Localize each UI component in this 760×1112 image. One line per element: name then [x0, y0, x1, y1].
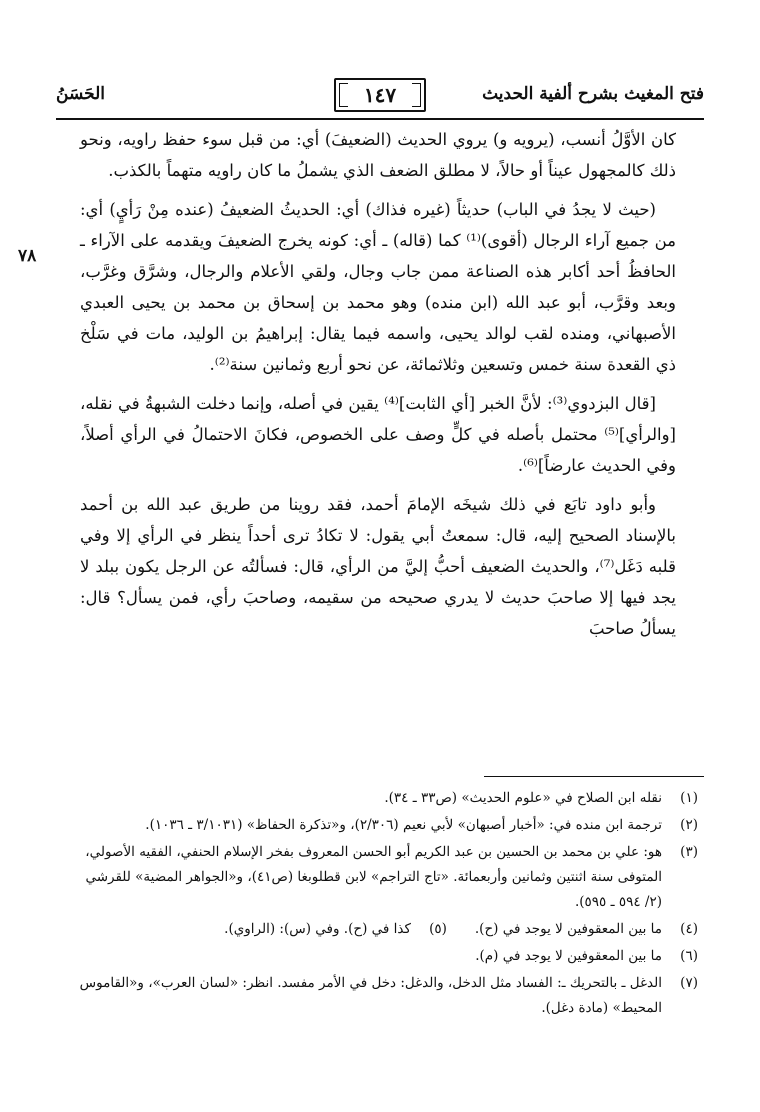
main-text — [80, 124, 676, 652]
footnote-number: (٦) — [680, 948, 698, 964]
footnote-text: الدغل ـ بالتحريك ـ: الفساد مثل الدخل، والدغل: دخل في الأمر مفسد. انظر: «لسان العرب»، و«القاموس المحيط» (مادة دغل). — [79, 975, 662, 1016]
footnote-text: ترجمة ابن منده في: «أخبار أصبهان» لأبي نعيم (٢/٣٠٦)، و«تذكرة الحفاظ» (٣/١٠٣١ ـ ١٠٣٦). — [145, 817, 662, 833]
footnote-number: (٣) — [680, 844, 698, 860]
page-number: ١٤٧ — [334, 78, 426, 112]
footnote-text: ما بين المعقوفين لا يوجد في (م). — [475, 948, 662, 964]
page-header — [56, 78, 704, 114]
footnote-text: هو: علي بن محمد بن الحسين بن عبد الكريم أبو الحسن المعروف بفخر الإسلام الحنفي، الفقيه الأصولي، المتوفى سنة اثنتين وثمانين وأربعمائة. «تاج التراجم» لابن قطلوبغا (ص٤١)، و«الجواهر المضية» للقرشي (٢/ ٥٩٤ ـ ٥٩٥). — [85, 844, 662, 910]
footnote-number: (٤) — [680, 921, 698, 937]
footnotes — [70, 786, 698, 1023]
footnote-number: (٥) — [429, 921, 447, 937]
footnote-number: (٢) — [680, 817, 698, 833]
footnote — [70, 786, 698, 811]
footnote-row — [70, 917, 698, 944]
footnote-text: نقله ابن الصلاح في «علوم الحديث» (ص٣٣ ـ ٣٤). — [384, 790, 662, 806]
footnote — [70, 813, 698, 838]
header-rule — [56, 118, 704, 120]
footnote-text: كذا في (ح). وفي (س): (الراوي). — [224, 921, 411, 937]
margin-verse-number: ٧٨ — [18, 246, 37, 266]
paragraph: كان الأوَّلُ أنسب، (يرويه و) يروي الحديث (الضعيفَ) أي: من قبل سوء حفظ راويه، ونحو ذلك كالمجهول عيناً أو حالاً، لا مطلق الضعف الذي يشملُ ما كان راويه متهماً بالكذب. — [80, 130, 676, 180]
footnote-number: (١) — [680, 790, 698, 806]
footnote — [70, 840, 698, 915]
footnote — [224, 917, 447, 942]
footnote — [70, 944, 698, 969]
book-title: فتح المغيث بشرح ألفية الحديث — [482, 84, 704, 104]
footnote-text: ما بين المعقوفين لا يوجد في (ح). — [474, 921, 662, 937]
paragraph: وأبو داود تابَع في ذلك شيخَه الإمامَ أحمد، فقد روينا من طريق عبد الله بن أحمد بالإسناد الصحيح إليه، قال: سمعتُ أبي يقول: لا تكادُ ترى أحداً ينظر في الرأي إلا وفي قلبه دَغَل⁽⁷⁾، والحديث الضعيف أحبُّ إليَّ من الرأي، قال: فسألتُه عن الرجل يكون ببلد لا يجد فيها إلا صاحبَ حديث لا يدري صحيحه من سقيمه، وصاحبَ رأي، فمن يسأل؟ قال: يسألُ صاحبَ — [80, 495, 676, 638]
footnote-number: (٧) — [680, 975, 698, 991]
paragraph: (حيث لا يجدُ في الباب) حديثاً (غيره فذاك) أي: الحديثُ الضعيفُ (عنده مِنْ رَأيٍ) أي: من جميع آراء الرجال (أقوى)⁽¹⁾ كما (قاله) ـ أي: كونه يخرج الضعيفَ ويقدمه على الآراء ـ الحافظُ أحد أكابر هذه الصناعة ممن جاب وجال، ولقي الأعلام والرجال، وشرَّق وغرَّب، وبعد وقرَّب، أبو عبد الله (ابن منده) وهو محمد بن إسحاق بن محمد بن يحيى العبدي الأصبهاني، ومنده لقب لوالد يحيى، واسمه فيما يقال: إبراهيمُ بن الوليد، مات في سَلْخ ذي القعدة سنة خمس وتسعين وثلاثمائة، عن نحو أربع وثمانين سنة⁽²⁾. — [80, 200, 676, 374]
footnote-separator — [484, 776, 704, 777]
footnote — [70, 971, 698, 1021]
chapter-title: الحَسَنُ — [56, 84, 105, 104]
paragraph: [قال البزدوي⁽³⁾: لأنَّ الخبر [أي الثابت]⁽⁴⁾ يقين في أصله، وإنما دخلت الشبهةُ في نقله، [والرأي]⁽⁵⁾ محتمل بأصله في كلٍّ وصف على الخصوص، فكانَ الاحتمالُ في الرأي أصلاً، وفي الحديث عارضاً]⁽⁶⁾. — [80, 394, 676, 475]
footnote — [475, 917, 698, 942]
